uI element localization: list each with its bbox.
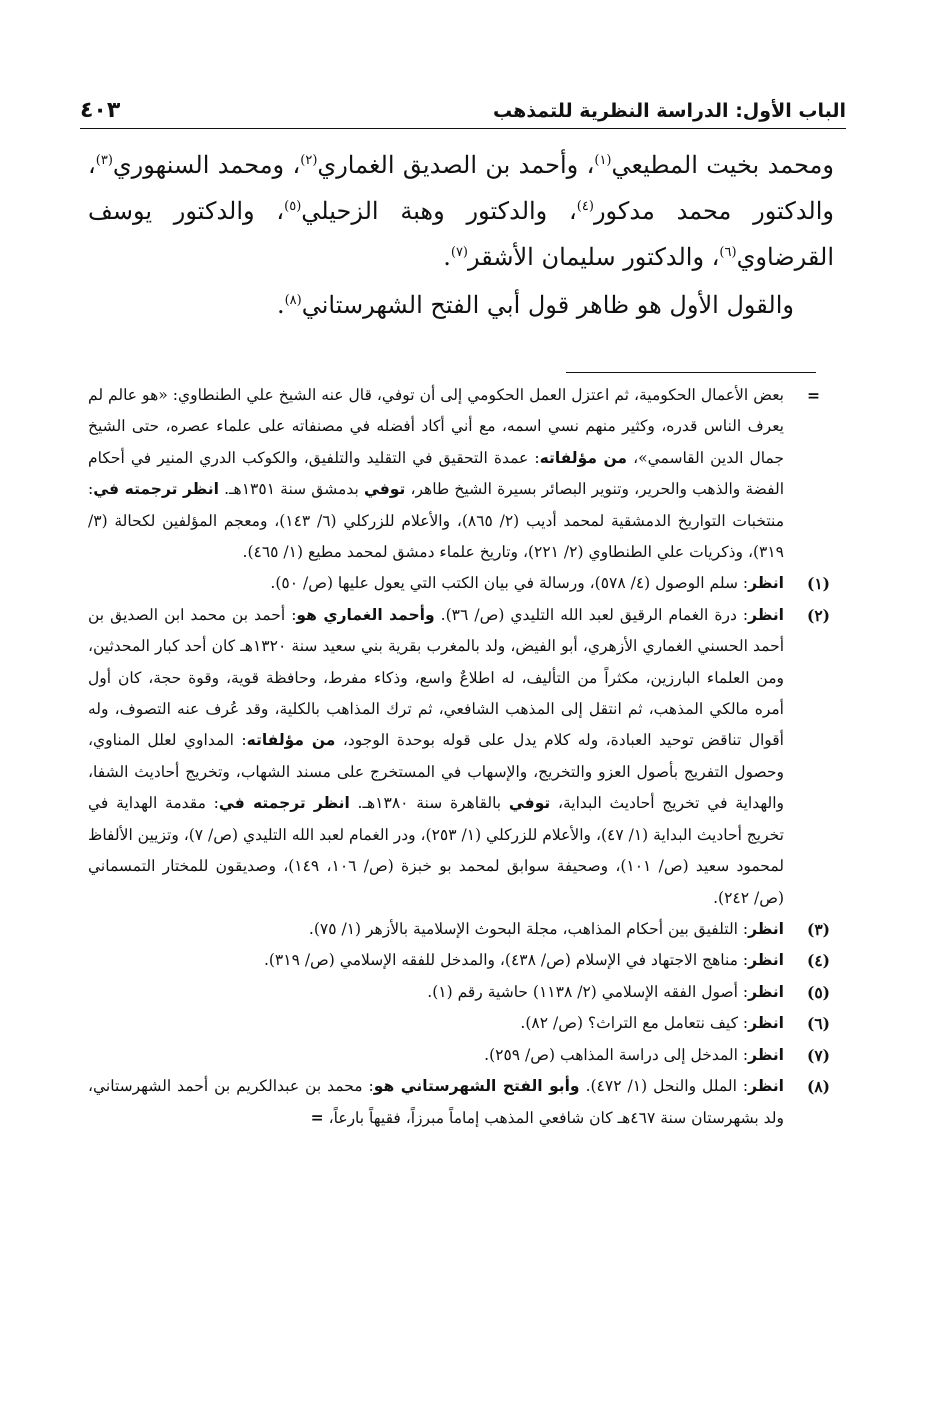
footnote-continuation bbox=[88, 380, 830, 568]
footnote-bold-text: وأبو الفتح الشهرستاني هو bbox=[373, 1076, 580, 1095]
page-number: ٤٠٣ bbox=[80, 98, 121, 123]
footnote-item bbox=[88, 945, 830, 976]
footnote-bold-text: توفي bbox=[363, 480, 406, 499]
footnote-bold-text: من مؤلفاته bbox=[246, 731, 336, 750]
footnote-item bbox=[88, 914, 830, 945]
footnote-text: : منتخبات التواريخ الدمشقية لمحمد أديب (٢/ ٨٦٥)، والأعلام للزركلي (٦/ ١٤٣)، ومعجم المؤلفين لكحالة (٣/ ٣١٩)، وذكريات علي الطنطاوي (٢/ ٢٢١)، وتاريخ علماء دمشق لمحمد مطيع (١/ ٤٦٥). bbox=[88, 480, 785, 562]
footnote-bold-text: انظر bbox=[748, 951, 784, 970]
footnote-number: (٥) bbox=[806, 982, 830, 1002]
paragraph-2-end: . bbox=[276, 291, 285, 319]
paragraph-1-segment: ، والدكتور محمد مدكور bbox=[88, 151, 834, 225]
footnote-bold-text: انظر bbox=[748, 1045, 784, 1064]
footnote-text: : المدخل إلى دراسة المذاهب (ص/ ٢٥٩). bbox=[484, 1045, 749, 1064]
footnote-text: : الملل والنحل (١/ ٤٧٢). bbox=[579, 1076, 749, 1095]
footnote-bold-text: انظر bbox=[748, 574, 784, 593]
footnote-bold-text: انظر bbox=[748, 1014, 784, 1033]
footnote-text: : سلم الوصول (٤/ ٥٧٨)، ورسالة في بيان الكتب التي يعول عليها (ص/ ٥٠). bbox=[270, 574, 749, 593]
footnote-text: : كيف نتعامل مع التراث؟ (ص/ ٨٢). bbox=[520, 1014, 749, 1033]
footnote-item bbox=[88, 1040, 830, 1071]
footnote-ref[interactable]: (٧) bbox=[450, 245, 468, 260]
footnote-text: : أحمد بن محمد ابن الصديق بن أحمد الحسني الغماري الأزهري، أبو الفيض، ولد بالمغرب بقرية بني سعيد سنة ١٣٢٠هـ كان أحد كبار المحدثين، ومن العلماء البارزين، مكثراً من التأليف، له اطلاعٌ واسع، وذكاء مفرط، وحافظة قوية، وقوة حجة، كان أول أمره مالكي المذهب، ثم انتقل إلى المذهب الشافعي، ثم ترك المذاهب بالكلية، وقد عُرف عنه التصوف، وله أقوال تناقض توحيد العبادة، وله كلام يدل على قوله بوحدة الوجود، bbox=[88, 605, 785, 750]
footnote-text: : محمد بن عبدالكريم بن أحمد الشهرستاني، ولد بشهرستان سنة ٤٦٧هـ كان شافعي المذهب إماماً مبرزاً، فقيهاً بارعاً، bbox=[88, 1076, 784, 1128]
footnote-ref[interactable]: (٨) bbox=[284, 293, 302, 308]
footnote-bold-text: انظر bbox=[748, 1076, 784, 1095]
footnote-number: (٤) bbox=[806, 951, 830, 971]
paragraph-1-segment: ، والدكتور سليمان الأشقر bbox=[468, 243, 720, 271]
footnote-text: : مناهج الاجتهاد في الإسلام (ص/ ٤٣٨)، والمدخل للفقه الإسلامي (ص/ ٣١٩). bbox=[263, 951, 749, 970]
continuation-mark: = bbox=[310, 1108, 324, 1128]
main-paragraph-1 bbox=[88, 142, 834, 280]
footnote-item bbox=[88, 600, 830, 914]
page-header bbox=[80, 98, 846, 129]
main-paragraph-2 bbox=[88, 282, 834, 328]
footnote-item bbox=[88, 977, 830, 1008]
footnote-text: بدمشق سنة ١٣٥١هـ. bbox=[218, 480, 364, 499]
footnote-ref[interactable]: (٥) bbox=[284, 199, 302, 214]
footnote-text: : التلفيق بين أحكام المذاهب، مجلة البحوث الإسلامية بالأزهر (١/ ٧٥). bbox=[308, 919, 749, 938]
footnote-text: بالقاهرة سنة ١٣٨٠هـ. bbox=[349, 794, 509, 813]
paragraph-1-segment: ، وأحمد بن الصديق الغماري bbox=[317, 151, 595, 179]
paragraph-1-segment: ومحمد بخيت المطيعي bbox=[611, 151, 834, 179]
footnote-text: : درة الغمام الرقيق لعبد الله التليدي (ص/ ٣٦). bbox=[434, 605, 749, 624]
paragraph-2-text: والقول الأول هو ظاهر قول أبي الفتح الشهرستاني bbox=[301, 291, 794, 319]
footnote-text: : المداوي لعلل المناوي، وحصول التفريج بأصول العزو والتخريج، والإسهاب في المستخرج على مسند الشهاب، وتخريج أحاديث الشفا، والهداية في تخريج أحاديث البداية، bbox=[88, 731, 784, 813]
footnote-text: : أصول الفقه الإسلامي (٢/ ١١٣٨) حاشية رقم (١). bbox=[427, 982, 749, 1001]
footnote-number: (٨) bbox=[806, 1076, 830, 1096]
paragraph-1-segment: ، والدكتور وهبة الزحيلي bbox=[301, 197, 577, 225]
footnote-number: (١) bbox=[806, 574, 830, 594]
chapter-title: الباب الأول: الدراسة النظرية للتمذهب bbox=[493, 100, 846, 122]
footnote-item bbox=[88, 1008, 830, 1039]
footnote-bold-text: انظر ترجمته في bbox=[93, 480, 219, 499]
footnote-ref[interactable]: (٢) bbox=[300, 153, 318, 168]
footnote-number: (٢) bbox=[806, 605, 830, 625]
footnote-ref[interactable]: (١) bbox=[594, 153, 612, 168]
footnote-bold-text: انظر bbox=[748, 605, 784, 624]
footnote-text: : عمدة التحقيق في التقليد والتلفيق، والكوكب الدري المنير في أحكام الفضة والذهب والحرير، وتنوير البصائر بسيرة الشيخ طاهر، bbox=[88, 448, 784, 499]
footnote-number: (٧) bbox=[806, 1045, 830, 1065]
footnote-bold-text: توفي bbox=[508, 794, 551, 813]
footnote-text: بعض الأعمال الحكومية، ثم اعتزل العمل الحكومي إلى أن توفي، قال عنه الشيخ علي الطنطاوي: «هو عالم لم يعرف الناس قدره، وكثير منهم نسي اسمه، مع أني أكاد أفضله في مصنفاته على علماء عصره، حتى الشيخ جمال الدين القاسمي»، bbox=[88, 386, 784, 467]
footnote-bold-text: من مؤلفاته bbox=[539, 448, 628, 467]
footnotes bbox=[88, 380, 830, 1135]
paragraph-1-segment: . bbox=[443, 243, 451, 271]
footnote-number: (٣) bbox=[806, 919, 830, 939]
footnote-ref[interactable]: (٦) bbox=[719, 245, 737, 260]
footnote-bold-text: وأحمد الغماري هو bbox=[296, 605, 435, 624]
main-text bbox=[88, 142, 834, 328]
footnote-separator bbox=[566, 372, 816, 373]
footnote-bold-text: انظر bbox=[748, 982, 784, 1001]
footnote-number: = bbox=[807, 386, 820, 405]
footnote-item bbox=[88, 1071, 830, 1135]
footnote-text: : مقدمة الهداية في تخريج أحاديث البداية (١/ ٤٧)، والأعلام للزركلي (١/ ٢٥٣)، ودر الغمام لعبد الله التليدي (ص/ ٧)، وتزيين الألفاظ لمحمود سعيد (ص/ ١٠١)، وصحيفة سوابق لمحمد بو خبزة (ص/ ١٠٦، ١٤٩)، وصديقون للمختار التمسماني (ص/ ٢٤٢). bbox=[87, 794, 784, 907]
footnote-bold-text: انظر bbox=[748, 919, 784, 938]
paragraph-1-segment: ، والدكتور يوسف القرضاوي bbox=[88, 197, 834, 271]
footnote-item bbox=[88, 568, 830, 599]
footnote-number: (٦) bbox=[806, 1014, 830, 1034]
footnote-bold-text: انظر ترجمته في bbox=[218, 794, 350, 813]
paragraph-1-segment: ، ومحمد السنهوري bbox=[112, 151, 301, 179]
footnote-ref[interactable]: (٤) bbox=[576, 199, 594, 214]
footnote-ref[interactable]: (٣) bbox=[95, 153, 113, 168]
